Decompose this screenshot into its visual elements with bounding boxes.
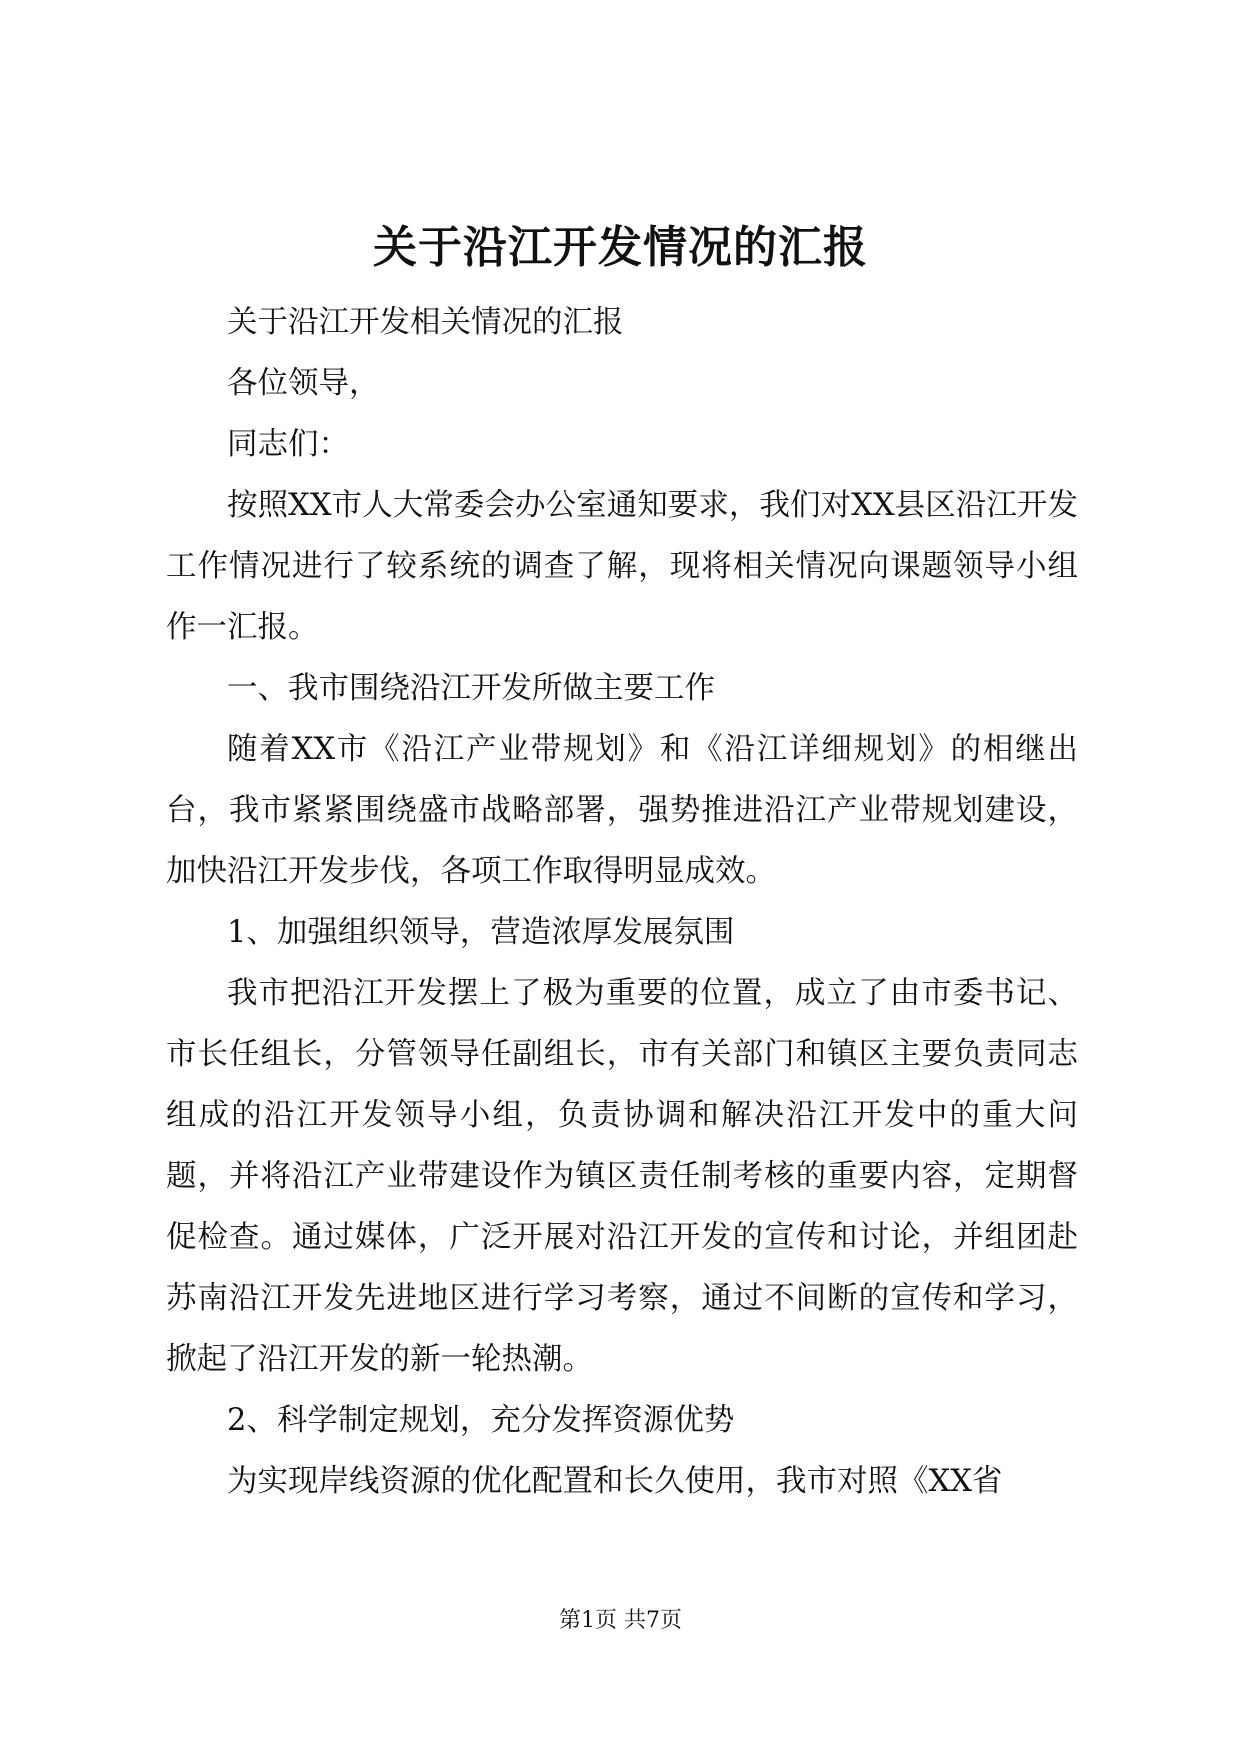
paragraph-subsection-1: 我市把沿江开发摆上了极为重要的位置，成立了由市委书记、市长任组长，分管领导任副组长，市有关部门和镇区主要负责同志组成的沿江开发领导小组，负责协调和解决沿江开发中的重大问题，并将沿江产业带建设作为镇区责任制考核的重要内容，定期督促检查。通过媒体，广泛开展对沿江开发的宣传和讨论，并组团赴苏南沿江开发先进地区进行学习考察，通过不间断的宣传和学习，掀起了沿江开发的新一轮热潮。 <box>166 976 1078 1377</box>
paragraph-section-1: 随着XX市《沿江产业带规划》和《沿江详细规划》的相继出台，我市紧紧围绕盛市战略部署，强势推进沿江产业带规划建设，加快沿江开发步伐，各项工作取得明显成效。 <box>166 732 1078 889</box>
paragraph-intro: 按照XX市人大常委会办公室通知要求，我们对XX县区沿江开发工作情况进行了较系统的调查了解，现将相关情况向课题领导小组作一汇报。 <box>166 488 1078 645</box>
subsection-heading-1: 1、加强组织领导，营造浓厚发展氛围 <box>227 915 735 950</box>
section-heading-1: 一、我市围绕沿江开发所做主要工作 <box>227 671 715 706</box>
subsection-heading-2: 2、科学制定规划，充分发挥资源优势 <box>227 1403 735 1438</box>
paragraph-salutation-comrades: 同志们： <box>227 427 349 462</box>
document-body <box>166 292 1078 1512</box>
document-title: 关于沿江开发情况的汇报 <box>373 222 868 273</box>
paragraph-subtitle: 关于沿江开发相关情况的汇报 <box>227 305 624 340</box>
paragraph-subsection-2: 为实现岸线资源的优化配置和长久使用，我市对照《XX省 <box>227 1464 1003 1499</box>
paragraph-salutation-leaders: 各位领导， <box>227 366 380 401</box>
page-number-footer: 第1页 共7页 <box>559 1608 682 1633</box>
